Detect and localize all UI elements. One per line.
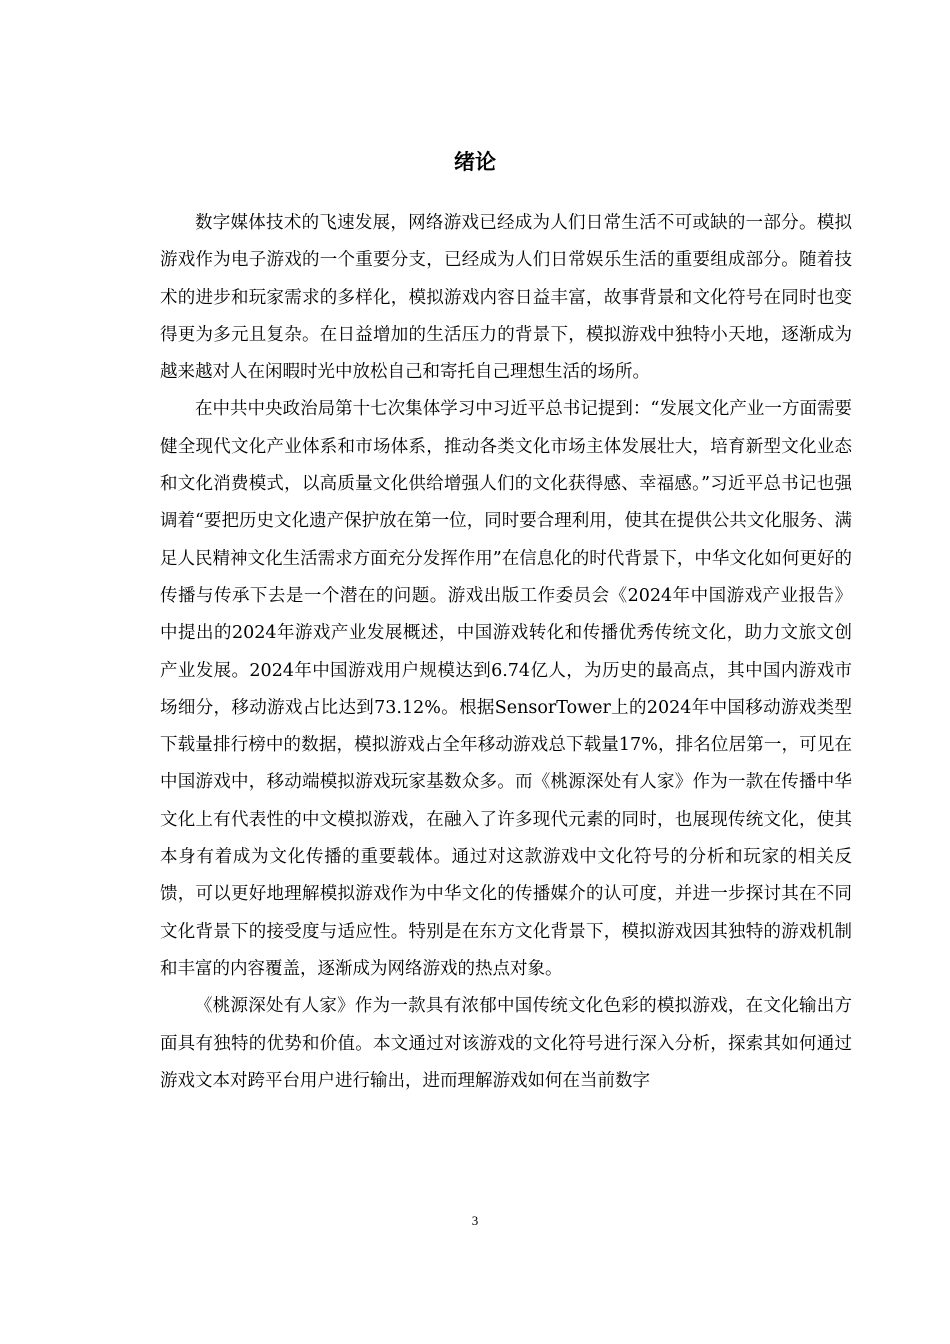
- paragraph-2: 在中共中央政治局第十七次集体学习中习近平总书记提到：“发展文化产业一方面需要健全现代文化产业体系和市场体系，推动各类文化市场主体发展壮大，培育新型文化业态和文化消费模式，以高质量文化供给增强人们的文化获得感、幸福感。”习近平总书记也强调着“要把历史文化遗产保护放在第一位，同时要合理利用，使其在提供公共文化服务、满足人民精神文化生活需求方面充分发挥作用”在信息化的时代背景下，中华文化如何更好的传播与传承下去是一个潜在的问题。游戏出版工作委员会《2024年中国游戏产业报告》中提出的2024年游戏产业发展概述，中国游戏转化和传播优秀传统文化，助力文旅文创产业发展。2024年中国游戏用户规模达到6.74亿人，为历史的最高点，其中国内游戏市场细分，移动游戏占比达到73.12%。根据SensorTower上的2024年中国移动游戏类型下载量排行榜中的数据，模拟游戏占全年移动游戏总下载量17%，排名位居第一，可见在中国游戏中，移动端模拟游戏玩家基数众多。而《桃源深处有人家》作为一款在传播中华文化上有代表性的中文模拟游戏，在融入了许多现代元素的同时，也展现传统文化，使其本身有着成为文化传播的重要载体。通过对这款游戏中文化符号的分析和玩家的相关反馈，可以更好地理解模拟游戏作为中华文化的传播媒介的认可度，并进一步探讨其在不同文化背景下的接受度与适应性。特别是在东方文化背景下，模拟游戏因其独特的游戏机制和丰富的内容覆盖，逐渐成为网络游戏的热点对象。: [160, 399, 852, 979]
- paragraph-3: 《桃源深处有人家》作为一款具有浓郁中国传统文化色彩的模拟游戏，在文化输出方面具有独特的优势和价值。本文通过对该游戏的文化符号进行深入分析，探索其如何通过游戏文本对跨平台用户进行输出，进而理解游戏如何在当前数字: [160, 996, 852, 1091]
- page-number: 3: [471, 1213, 479, 1228]
- page-title: 绪论: [454, 150, 496, 174]
- paragraph-1: 数字媒体技术的飞速发展，网络游戏已经成为人们日常生活不可或缺的一部分。模拟游戏作为电子游戏的一个重要分支，已经成为人们日常娱乐生活的重要组成部分。随着技术的进步和玩家需求的多样化，模拟游戏内容日益丰富，故事背景和文化符号在同时也变得更为多元且复杂。在日益增加的生活压力的背景下，模拟游戏中独特小天地，逐渐成为越来越对人在闲暇时光中放松自己和寄托自己理想生活的场所。: [160, 213, 852, 383]
- body-text: [160, 205, 852, 1100]
